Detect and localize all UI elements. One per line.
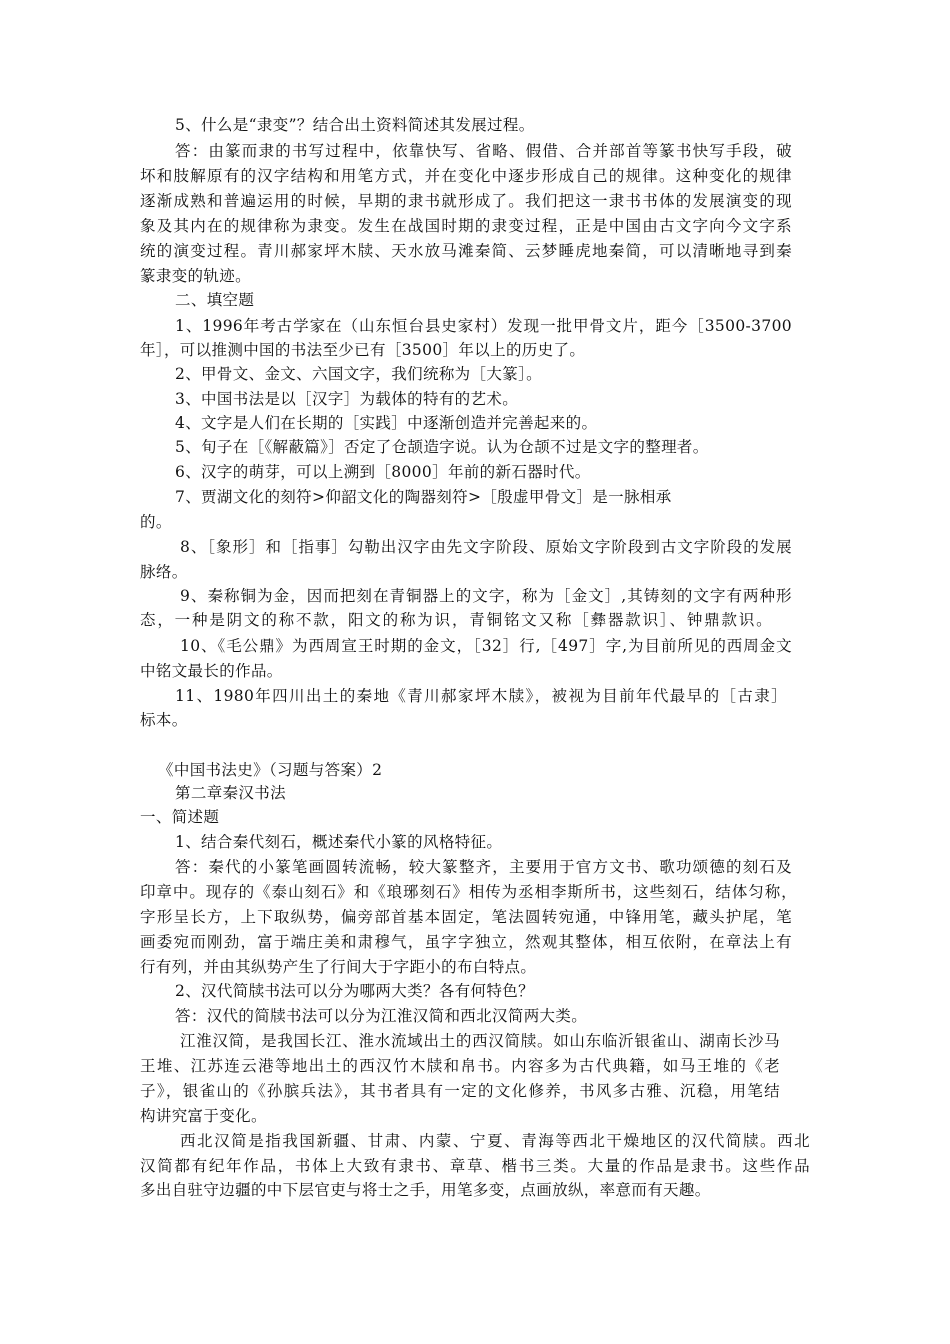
fill-item: 脉络。 [140,563,188,581]
paragraph-line: 子》，银雀山的《孙膑兵法》，其书者具有一定的文化修养，书风多古雅、沉稳，用笔结 [140,1082,780,1100]
answer-line: 统的演变过程。青川郝家坪木牍、天水放马滩秦简、云梦睡虎地秦简，可以清晰地寻到秦 [140,242,792,260]
answer-line: 篆隶变的轨迹。 [140,267,251,285]
fill-item: 10、《毛公鼎》为西周宣王时期的金文，［32］行,［497］字,为目前所见的西周金文 [180,637,792,655]
fill-item: 6、汉字的萌芽，可以上溯到［8000］年前的新石器时代。 [175,463,591,481]
answer-line: 答：秦代的小篆笔画圆转流畅，较大篆整齐，主要用于官方文书、歌功颂德的刻石及 [175,858,792,876]
section-heading: 一、简述题 [140,808,220,826]
fill-item: 5、旬子在［《解蔽篇》］否定了仓颉造字说。认为仓颉不过是文字的整理者。 [175,438,709,456]
fill-item: 态，一种是阴文的称不款，阳文的称为识，青铜铭文又称［彝器款识］、钟鼎款识。 [140,611,772,629]
answer-line: 画委宛而刚劲，富于端庄美和肃穆气，虽字字独立，然观其整体，相互依附，在章法上有 [140,933,792,951]
answer-line: 象及其内在的规律称为隶变。发生在战国时期的隶变过程，正是中国由古文字向今文字系 [140,217,792,235]
fill-item: 年］，可以推测中国的书法至少已有［3500］年以上的历史了。 [140,341,586,359]
fill-item: 11、1980年四川出土的秦地《青川郝家坪木牍》，被视为目前年代最早的［古隶］ [175,687,787,705]
fill-item: 4、文字是人们在长期的［实践］中逐渐创造并完善起来的。 [175,414,598,432]
fill-item: 7、贾湖文化的刻符>仰韶文化的陶器刻符>［殷虚甲骨文］是一脉相承 [175,488,672,506]
paragraph-line: 构讲究富于变化。 [140,1107,267,1125]
answer-intro: 答：汉代的简牍书法可以分为江淮汉简和西北汉简两大类。 [175,1007,588,1025]
paragraph-line: 多出自驻守边疆的中下层官吏与将士之手，用笔多变，点画放纵，率意而有天趣。 [140,1181,711,1199]
answer-line: 坏和肢解原有的汉字结构和用笔方式，并在变化中逐步形成自己的规律。这种变化的规律 [140,167,792,185]
answer-line: 印章中。现存的《泰山刻石》和《琅琊刻石》相传为丞相李斯所书，这些刻石，结体匀称， [140,883,797,901]
answer-line: 行有列，并由其纵势产生了行间大于字距小的布白特点。 [140,958,537,976]
chapter-title: 第二章秦汉书法 [175,784,286,802]
section-heading-fill: 二、填空题 [175,291,255,309]
question-1-title: 1、结合秦代刻石，概述秦代小篆的风格特征。 [175,833,503,851]
answer-line: 答：由篆而隶的书写过程中，依靠快写、省略、假借、合并部首等篆书快写手段，破 [175,142,792,160]
paragraph-line: 王堆、江苏连云港等地出土的西汉竹木牍和帛书。内容多为古代典籍，如马王堆的《老 [140,1057,780,1075]
answer-line: 字形呈长方，上下取纵势，偏旁部首基本固定，笔法圆转宛通，中锋用笔，藏头护尾，笔 [140,908,792,926]
fill-item: 中铭文最长的作品。 [140,662,283,680]
question-5-title: 5、什么是“隶变”？结合出土资料简述其发展过程。 [175,116,535,134]
fill-item: 标本。 [140,711,188,729]
answer-line: 逐渐成熟和普遍运用的时候，早期的隶书就形成了。我们把这一隶书书体的发展演变的现 [140,192,792,210]
fill-item: 1、1996年考古学家在（山东恒台县史家村）发现一批甲骨文片，距今［3500-3700 [175,317,792,335]
fill-item: 3、中国书法是以［汉字］为载体的特有的艺术。 [175,390,519,408]
paragraph-line: 西北汉简是指我国新疆、甘肃、内蒙、宁夏、青海等西北干燥地区的汉代简牍。西北 [180,1132,810,1150]
fill-item: 2、甲骨文、金文、六国文字，我们统称为［大篆］。 [175,365,543,383]
document-title: 《中国书法史》（习题与答案）2 [158,761,383,779]
fill-item: 9、秦称铜为金，因而把刻在青铜器上的文字，称为［金文］,其铸刻的文字有两种形 [180,587,792,605]
question-2-title: 2、汉代简牍书法可以分为哪两大类？各有何特色？ [175,982,534,1000]
fill-item: 8、［象形］和［指事］勾勒出汉字由先文字阶段、原始文字阶段到古文字阶段的发展 [180,538,792,556]
paragraph-line: 汉简都有纪年作品，书体上大致有隶书、章草、楷书三类。大量的作品是隶书。这些作品 [140,1157,810,1175]
paragraph-line: 江淮汉简，是我国长江、淮水流域出土的西汉简牍。如山东临沂银雀山、湖南长沙马 [180,1032,780,1050]
fill-item: 的。 [140,513,172,531]
